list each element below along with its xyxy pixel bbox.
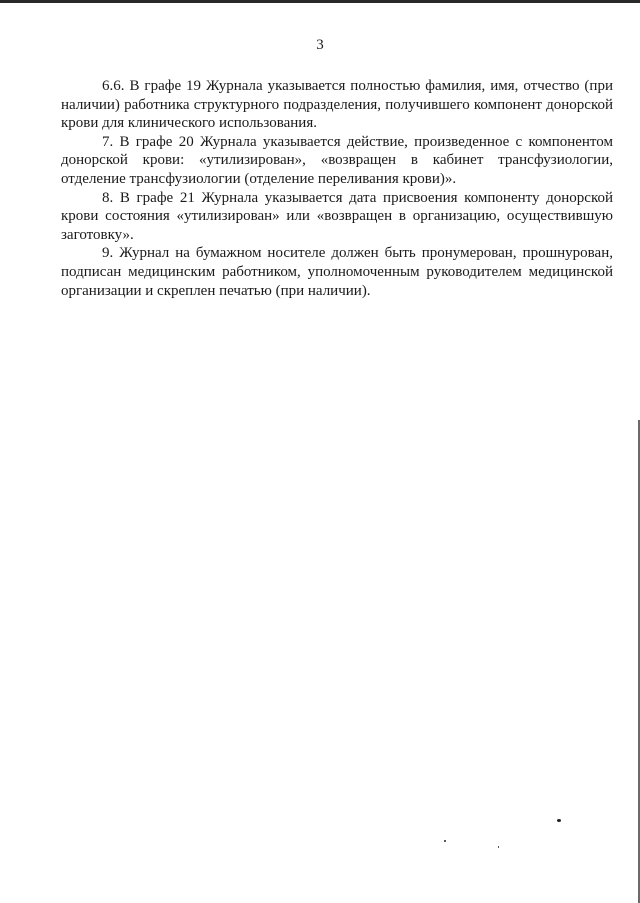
paragraph-7: 7. В графе 20 Журнала указывается действие, произведенное с компонентом донорской крови: «утилизирован», «возвращен в кабинет трансфузиологии, отделение трансфузиологии (отделение переливания крови)». [61,133,613,187]
paragraph-9: 9. Журнал на бумажном носителе должен быть пронумерован, прошнурован, подписан медицинским работником, уполномоченным руководителем медицинской организации и скреплен печатью (при наличии). [61,245,613,299]
paragraph-8: 8. В графе 21 Журнала указывается дата присвоения компоненту донорской крови состояния «утилизирован» или «возвращен в организацию, осуществившую заготовку». [61,189,613,243]
document-body [61,77,613,300]
page-number: 3 [316,37,324,53]
paragraph-6-6: 6.6. В графе 19 Журнала указывается полностью фамилия, имя, отчество (при наличии) работника структурного подразделения, получившего компонент донорской крови для клинического использования. [61,78,613,132]
scan-speck [498,846,499,848]
scan-top-edge [0,0,640,3]
scan-speck [444,840,446,842]
scan-speck [557,819,561,822]
